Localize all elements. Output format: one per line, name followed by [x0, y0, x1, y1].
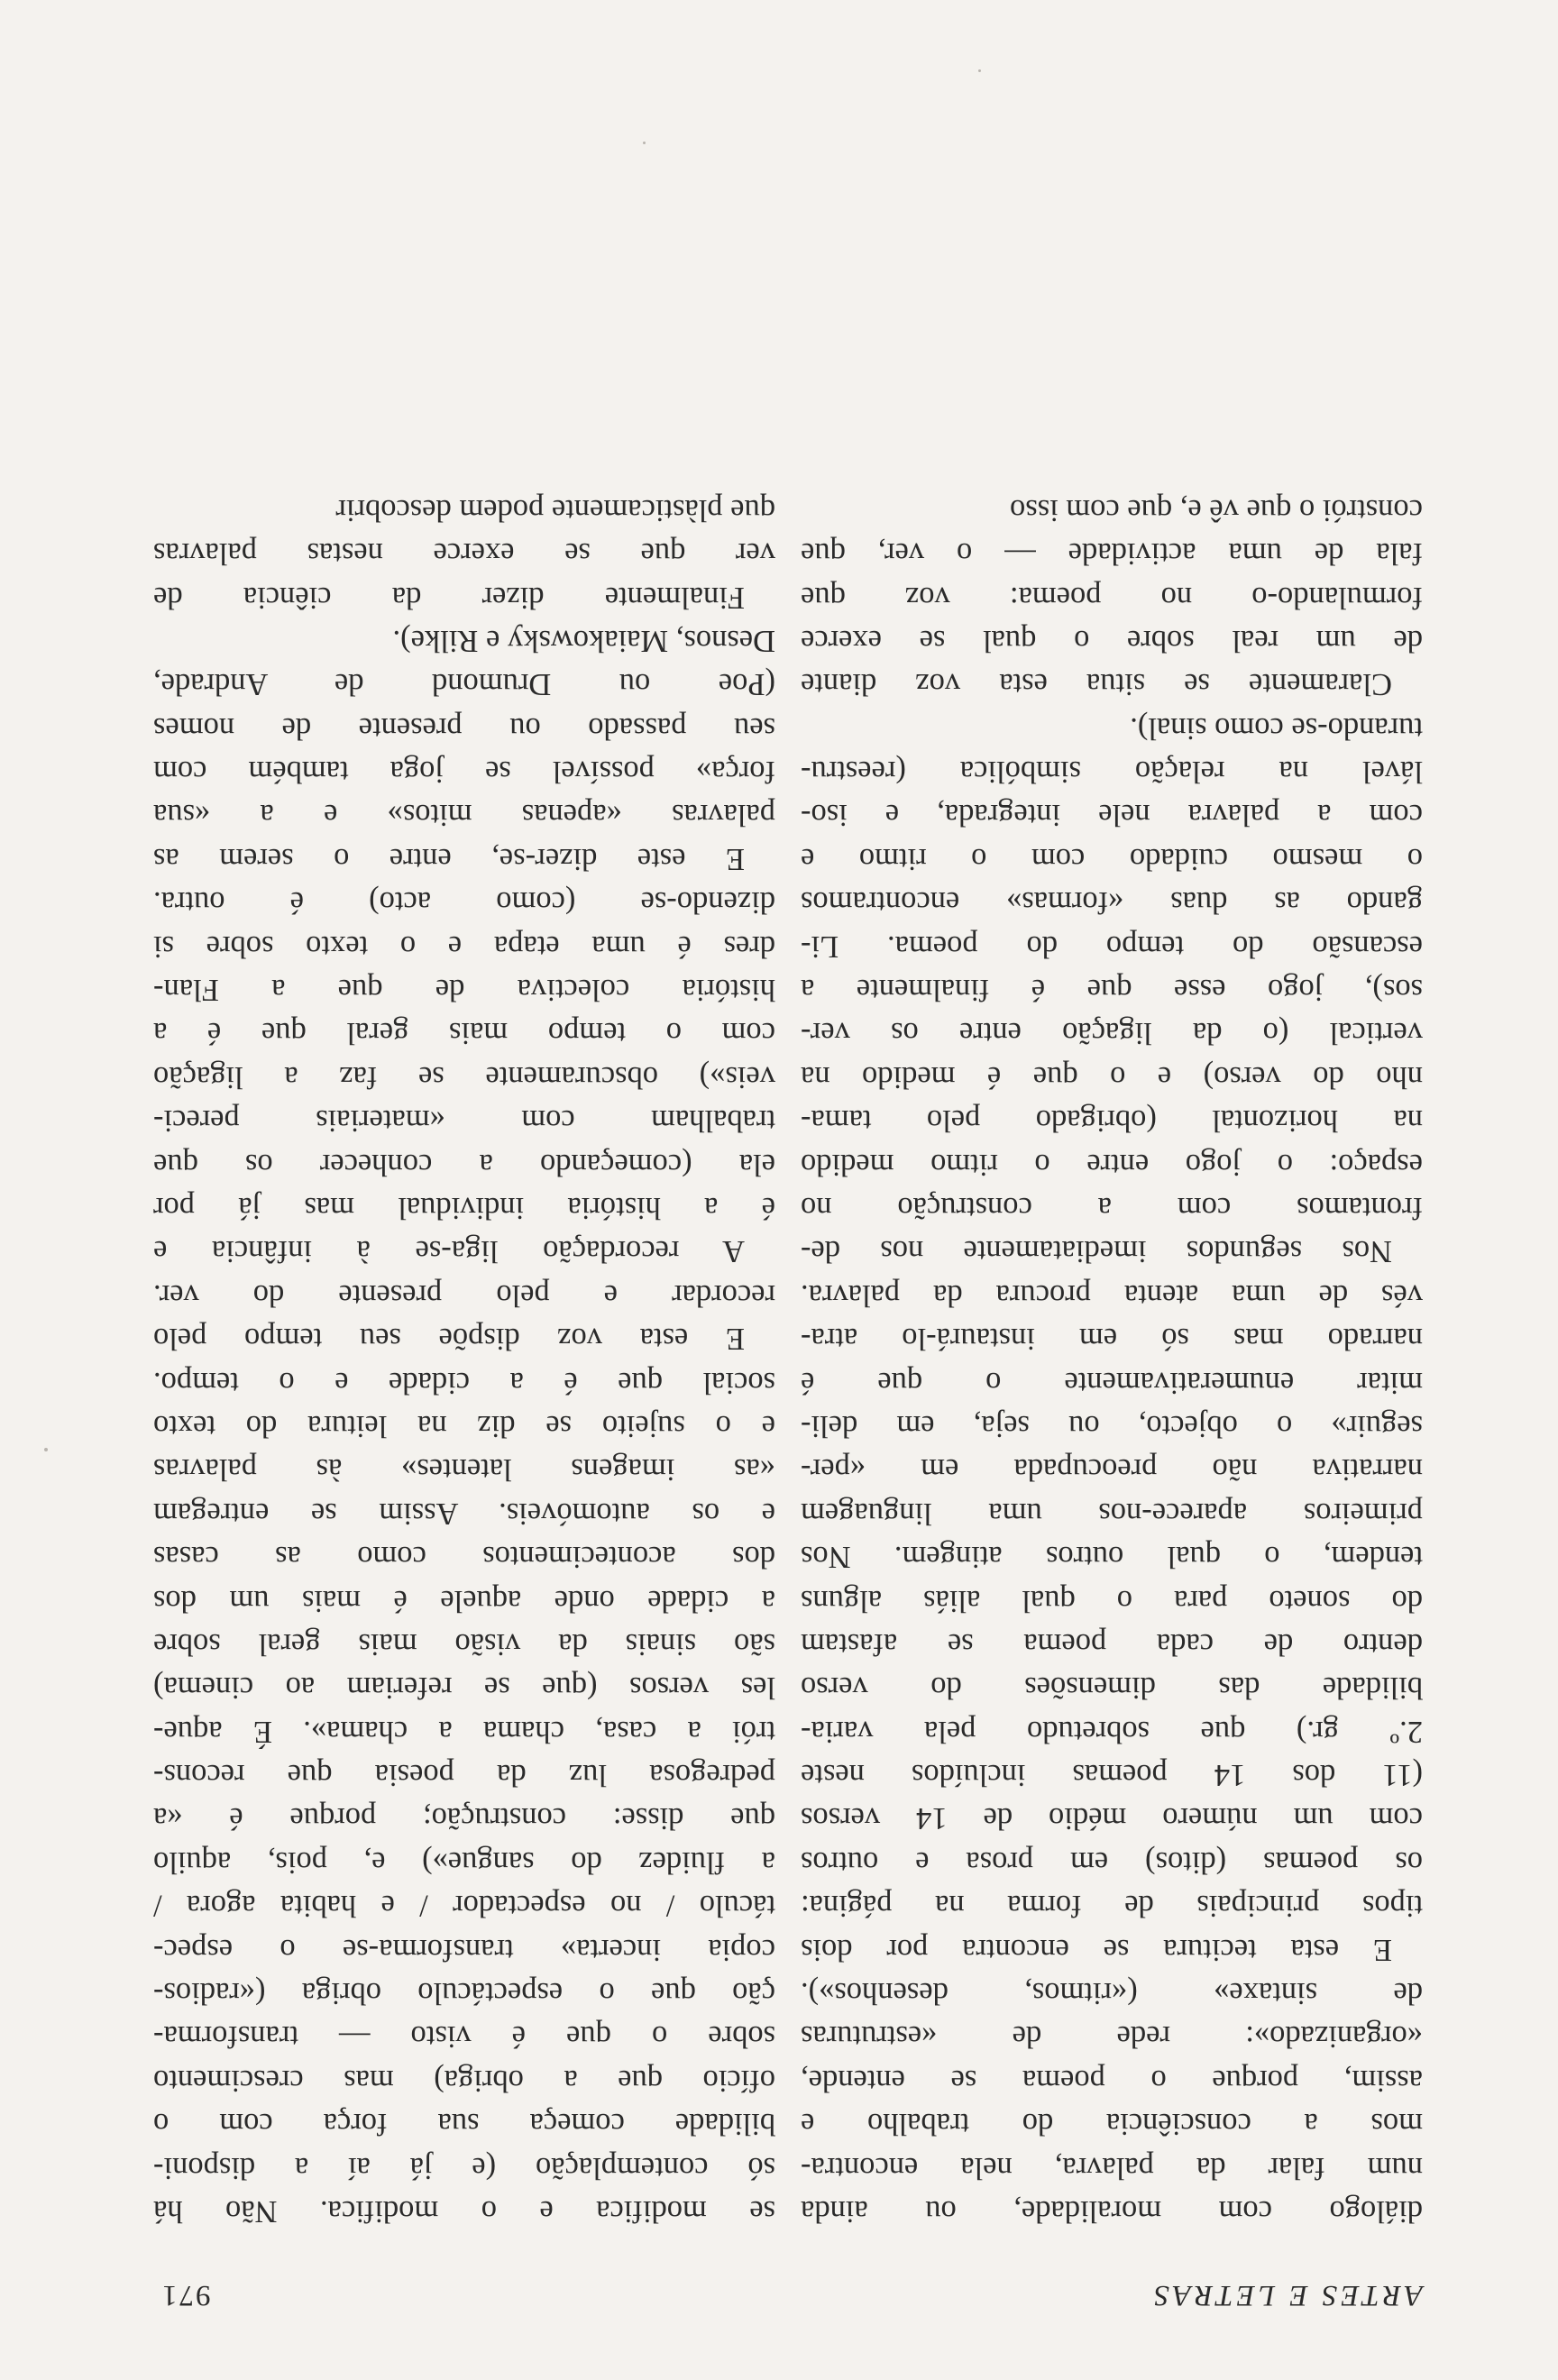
text-line: primeiros aparece-nos uma linguagem	[801, 1496, 1423, 1531]
page-number: 971	[160, 2279, 211, 2311]
text-line: do soneto para o qual aliás alguns	[801, 1583, 1423, 1618]
text-line: dentro de cada poema se afastam	[801, 1626, 1423, 1661]
text-line: vés de uma atenta procura da palavra.	[801, 1277, 1423, 1313]
text-line: com a palavra nele integrada, e iso-	[801, 798, 1423, 833]
page-header	[160, 2275, 1423, 2311]
text-line: frontamos com a construção no	[801, 1191, 1423, 1226]
text-line: que disse: construção; porque é «a	[153, 1801, 775, 1836]
text-line: formulando-o no poema: voz que	[801, 580, 1423, 615]
text-line: ção que o espectáculo obriga («radios-	[153, 1976, 775, 2011]
text-line: mos a consciência do trabalho e	[801, 2107, 1423, 2142]
text-line: E este dizer-se, entre o serem as	[153, 841, 745, 876]
text-line: E esta tecitura se encontra por dois	[801, 1932, 1392, 1967]
text-line: com um número médio de 14 versos	[801, 1801, 1423, 1836]
text-line: os poemas (ditos) em prosa e outros	[801, 1844, 1423, 1880]
text-line: força» possível se joga também com	[153, 755, 775, 790]
text-line: a fluidez do sangue») e, pois, aquilo	[153, 1844, 775, 1880]
text-line: 2.º gr.) que sobretudo pela varia-	[801, 1714, 1423, 1749]
text-line: «as imagens latentes» às palavras	[153, 1452, 775, 1488]
text-line: se modifica e o modifica. Não há	[153, 2194, 775, 2229]
text-line: Nos segundos imediatamente nos de-	[801, 1234, 1392, 1269]
text-line: espaço: o jogo entre o ritmo medido	[801, 1147, 1423, 1182]
text-line: e o sujeito se diz na leitura do texto	[153, 1408, 775, 1443]
text-line: Desnos, Maiakowsky e Rilke).	[392, 623, 775, 658]
text-line: copia incerta» transforma-se o espec-	[153, 1932, 775, 1967]
text-line: diálogo com moralidade, ou ainda	[801, 2194, 1423, 2229]
text-line: veis») obscuramente se faz a ligação	[153, 1059, 775, 1094]
text-line: escansão do tempo do poema. Li-	[801, 929, 1423, 964]
text-line: ela (começando a conhecer os que	[153, 1147, 775, 1182]
text-line: a cidade onde aquele é mais um dos	[153, 1583, 775, 1618]
text-line: de um real sobre o qual se exerce	[801, 623, 1423, 658]
text-line: de sintaxe» («ritmos, desenhos»).	[801, 1976, 1423, 2011]
running-title: ARTES E LETRAS	[1150, 2279, 1423, 2311]
text-line: num falar da palavra, nela encontra-	[801, 2150, 1423, 2185]
text-line: história colectiva de que a Flan-	[153, 973, 775, 1008]
text-line: A recordação liga-se à infância e	[153, 1234, 745, 1269]
text-line: que plàsticamente podem descobrir	[335, 492, 775, 527]
text-line: trói a casa, chama a chama». É aque-	[153, 1714, 775, 1749]
text-line: lável na relação simbólica (reestru-	[801, 755, 1423, 790]
text-line: táculo / no espectador / e habita agora /	[153, 1889, 775, 1924]
text-line: e os automóveis. Assim se entregam	[153, 1496, 775, 1531]
text-line: seu passado ou presente de nomes	[153, 710, 775, 746]
text-line: fala de uma actividade — o ver, que	[801, 536, 1423, 572]
text-line: (11 dos 14 poemas incluídos neste	[801, 1758, 1423, 1793]
text-line: tendem, o qual outros atingem. Nos	[801, 1540, 1423, 1575]
text-line: (Poe ou Drumond de Andrade,	[153, 667, 775, 702]
text-line: seguir» o objecto, ou seja, em deli-	[801, 1408, 1423, 1443]
text-line: nho do verso) e o que é medido na	[801, 1059, 1423, 1094]
text-line: com o tempo mais geral que é a	[153, 1016, 775, 1051]
text-line: dos acontecimentos como as casas	[153, 1540, 775, 1575]
text-line: turando-se como sinal).	[1130, 710, 1423, 746]
text-line: narrativa não preocupada em «per-	[801, 1452, 1423, 1488]
text-line: sos), jogo esse que é finalmente a	[801, 973, 1423, 1008]
text-line: Claramente se situa esta voz diante	[801, 667, 1392, 702]
text-line: pedregosa luz da poesia que recons-	[153, 1758, 775, 1793]
text-line: é a história individual mas já por	[153, 1191, 775, 1226]
text-line: sobre o que é visto — transforma-	[153, 2019, 775, 2055]
text-column-right	[153, 488, 775, 2233]
text-line: palavras «apenas mitos» e a «sua	[153, 798, 775, 833]
text-line: constrói o que vê e, que com isso	[1010, 492, 1423, 527]
text-line: dres é uma etapa e o texto sobre si	[153, 929, 775, 964]
text-line: o mesmo cuidado com o ritmo e	[801, 841, 1423, 876]
text-line: ofício que a obriga) mas crescimento	[153, 2063, 775, 2098]
text-column-left	[801, 488, 1423, 2233]
text-line: social que é a cidade e o tempo.	[153, 1365, 775, 1400]
text-line: trabalham com «materiais pereci-	[153, 1103, 775, 1139]
text-line: na horizontal (obrigado pelo tama-	[801, 1103, 1423, 1139]
text-line: vertical (o da ligação entre os ver-	[801, 1016, 1423, 1051]
text-line: recordar e pelo presente do ver.	[153, 1277, 775, 1313]
text-line: são sinais da visão mais geral sobre	[153, 1626, 775, 1661]
text-line: bilidade começa sua força com o	[153, 2107, 775, 2142]
scan-speck	[978, 69, 981, 72]
text-line: «organizado»: rede de «estruturas	[801, 2019, 1423, 2055]
text-line: ver que se exerce nestas palavras	[153, 536, 775, 572]
text-line: assim, porque o poema se entende,	[801, 2063, 1423, 2098]
text-line: narrado mas só em instaurá-lo atra-	[801, 1322, 1423, 1357]
text-line: bilidade das dimensões do verso	[801, 1671, 1423, 1706]
text-line: dizendo-se (como acto) é outra.	[153, 885, 775, 920]
text-line: gando as duas «formas» encontramos	[801, 885, 1423, 920]
scan-speck	[44, 1448, 48, 1451]
text-line: les versos (que se referiam ao cinema)	[153, 1671, 775, 1706]
text-line: só contemplação (e já aí a disponi-	[153, 2150, 775, 2185]
scan-speck	[643, 142, 646, 144]
text-line: tipos principais de forma na página:	[801, 1889, 1423, 1924]
text-line: mitar enumerativamente o que é	[801, 1365, 1423, 1400]
text-line: Finalmente dizer da ciência de	[153, 580, 745, 615]
text-line: E esta voz dispõe seu tempo pelo	[153, 1322, 745, 1357]
